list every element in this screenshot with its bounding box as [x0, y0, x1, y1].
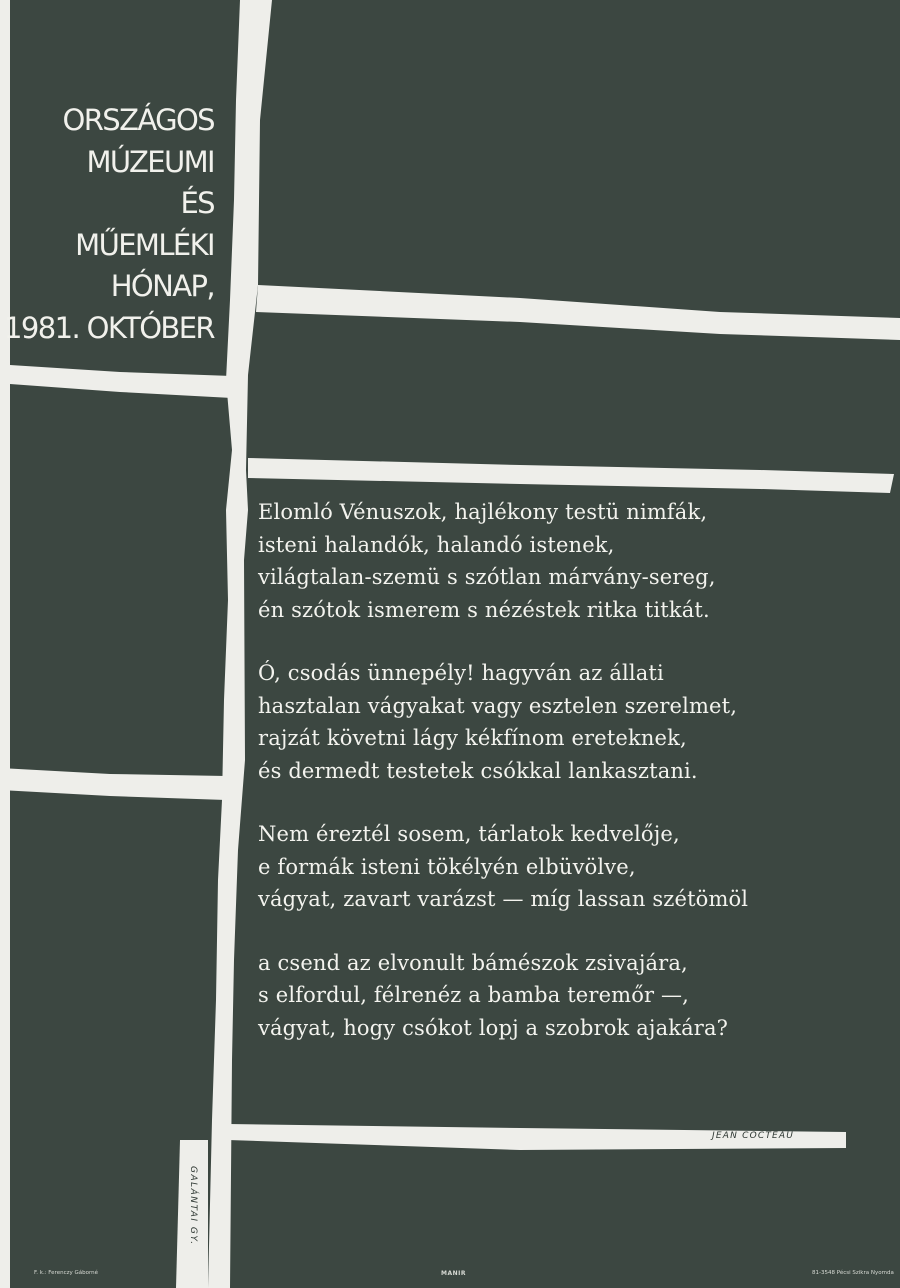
poem-line: Elomló Vénuszok, hajlékony testü nimfák,	[258, 500, 708, 524]
title-line: 1981. OKTÓBER	[4, 310, 214, 345]
poem-line: rajzát követni lágy kékfínom ereteknek,	[258, 726, 687, 750]
poem-stanza	[258, 818, 748, 916]
poem-line: vágyat, zavart varázst — míg lassan szétömöl	[258, 887, 749, 911]
poem-stanza	[258, 657, 748, 787]
poem-line: Nem éreztél sosem, tárlatok kedvelője,	[258, 822, 680, 846]
horizontal-fracture-upper	[256, 285, 900, 340]
poem-line: én szótok ismerem s nézéstek ritka titkát.	[258, 597, 710, 622]
artist-signature: GALÁNTAI GY.	[188, 1166, 198, 1246]
poem-line: e formák isteni tökélyén elbüvölve,	[258, 854, 636, 879]
poem-line: és dermedt testetek csókkal lankasztani.	[258, 758, 698, 783]
title-line: ÉS	[180, 186, 214, 220]
credit-printer: 81-3548 Pécsi Szikra Nyomda	[812, 1270, 894, 1276]
title-line: HÓNAP,	[110, 269, 214, 303]
poem-stanza	[258, 947, 748, 1045]
poem-line: Ó, csodás ünnepély! hagyván az állati	[258, 661, 664, 685]
poem-line: vágyat, hogy csókot lopj a szobrok ajakára?	[258, 1015, 729, 1040]
poem-line: világtalan-szemü s szótlan márvány-sereg,	[258, 565, 716, 589]
poem	[258, 496, 748, 1075]
title-line: MÚZEUMI	[86, 144, 214, 179]
credit-publisher: F. k.: Ferenczy Gáborné	[34, 1270, 99, 1276]
poem-line: isteni halandók, halandó istenek,	[258, 532, 615, 557]
horizontal-fracture-poem	[248, 458, 894, 493]
horizontal-fracture-middle	[0, 768, 226, 800]
horizontal-fracture-title	[10, 365, 232, 398]
event-title	[4, 100, 214, 349]
poem-line: hasztalan vágyakat vagy esztelen szerelmet,	[258, 693, 738, 718]
poem-line: a csend az elvonult bámészok zsivajára,	[258, 950, 688, 975]
poem-author: JEAN COCTEAU	[712, 1131, 795, 1141]
poem-line: s elfordul, félrenéz a bamba teremőr —,	[258, 983, 689, 1007]
credit-manir-logo: MANIR	[441, 1270, 466, 1277]
title-line: ORSZÁGOS	[62, 103, 214, 137]
title-line: MŰEMLÉKI	[75, 227, 214, 262]
poem-stanza	[258, 496, 748, 626]
